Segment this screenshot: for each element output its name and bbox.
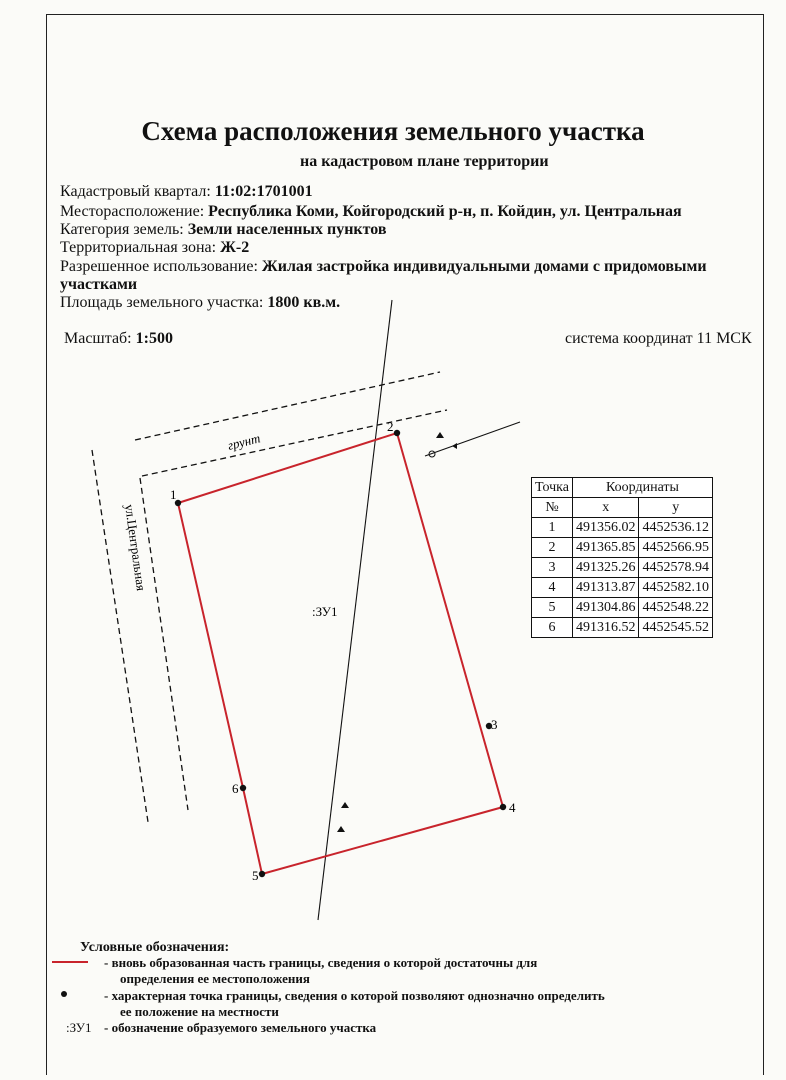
point-label: 1 [170, 487, 177, 502]
cell-x: 491325.26 [572, 558, 639, 578]
permitted-use: Разрешенное использование: Жилая застройка индивидуальными домами с придомовыми участками [60, 258, 707, 293]
parcel-label: :ЗУ1 [312, 604, 338, 619]
header-y: y [639, 498, 713, 518]
legend-line-desc-2: определения ее местоположения [120, 971, 310, 986]
legend-line-desc-1: - вновь образованная часть границы, сведения о которой достаточны для [104, 955, 538, 970]
header-point: Точка [532, 478, 573, 498]
cell-y: 4452582.10 [639, 578, 713, 598]
legend-zu-symbol: :ЗУ1 [66, 1020, 92, 1035]
territorial-zone: Территориальная зона: Ж-2 [60, 239, 250, 256]
location: Месторасположение: Республика Коми, Койгородский р-н, п. Койдин, ул. Центральная [60, 203, 682, 220]
cadastral-quarter: Кадастровый квартал: 11:02:1701001 [60, 183, 313, 200]
legend-zu-desc: - обозначение образуемого земельного участка [104, 1020, 377, 1035]
header-x: x [572, 498, 639, 518]
coordinate-system: система координат 11 МСК [565, 330, 752, 347]
cell-n: 5 [532, 598, 573, 618]
point-label: 6 [232, 781, 239, 796]
point-label: 5 [252, 868, 259, 883]
point-label: 2 [387, 419, 394, 434]
cell-x: 491365.85 [572, 538, 639, 558]
land-category: Категория земель: Земли населенных пунктов [60, 221, 387, 238]
cell-y: 4452545.52 [639, 618, 713, 638]
cell-y: 4452548.22 [639, 598, 713, 618]
legend-point-desc-1: - характерная точка границы, сведения о которой позволяют однозначно определить [104, 988, 605, 1003]
cell-y: 4452536.12 [639, 518, 713, 538]
cell-y: 4452578.94 [639, 558, 713, 578]
cell-x: 491304.86 [572, 598, 639, 618]
parcel-area: Площадь земельного участка: 1800 кв.м. [60, 294, 341, 311]
cell-x: 491313.87 [572, 578, 639, 598]
cell-x: 491316.52 [572, 618, 639, 638]
cell-x: 491356.02 [572, 518, 639, 538]
cell-n: 3 [532, 558, 573, 578]
cell-n: 6 [532, 618, 573, 638]
map-scale: Масштаб: 1:500 [64, 330, 173, 347]
cell-n: 2 [532, 538, 573, 558]
legend-title: Условные обозначения: [80, 940, 230, 955]
document-title: Схема расположения земельного участка [141, 116, 645, 146]
road-label: грунт [226, 430, 262, 453]
header-coords: Координаты [572, 478, 712, 498]
cell-y: 4452566.95 [639, 538, 713, 558]
legend-point-symbol [61, 991, 67, 997]
street-label: ул.Центральная [122, 503, 150, 592]
document-subtitle: на кадастровом плане территории [300, 153, 549, 170]
header-no: № [532, 498, 573, 518]
cell-n: 1 [532, 518, 573, 538]
point-label: 3 [491, 717, 498, 732]
cell-n: 4 [532, 578, 573, 598]
point-label: 4 [509, 800, 516, 815]
legend-point-desc-2: ее положение на местности [120, 1004, 279, 1019]
